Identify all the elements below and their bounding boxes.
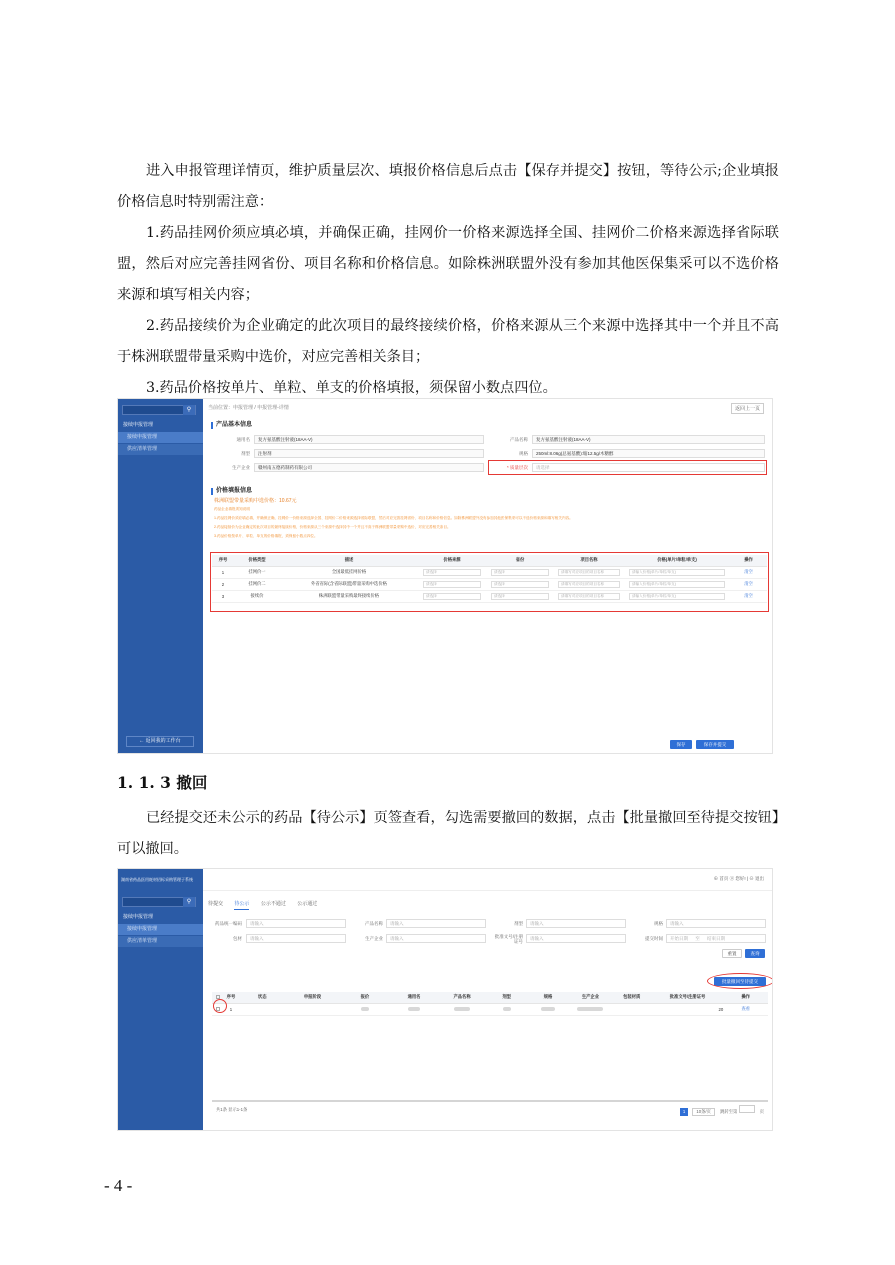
filter-maker-label: 生产企业 [365,936,383,941]
col-no: 序号 [212,555,234,566]
search-icon[interactable]: ⚲ [183,405,195,415]
province-select[interactable]: 请选择 [491,593,549,600]
save-submit-button[interactable]: 保存并提交 [696,740,734,749]
blurred-value [541,1007,555,1011]
sidebar-item-supply[interactable]: 供应清单管理 [118,936,203,947]
tip-3: 3.药品价格按单片、单粒、单支的价格填报，须保留小数点四位。 [214,534,318,538]
col-op: 操作 [730,555,767,566]
row-desc: 株洲联盟带量采购最终接续价格 [280,590,418,602]
col-generic: 通用名 [391,992,438,1003]
quality-level-select[interactable]: 请选择 [532,463,765,472]
row-no: 2 [212,578,234,590]
sidebar [118,399,203,753]
batch-button-highlight [707,973,773,989]
tip-1: 1.药品挂网价须应填必填，并确保正确，挂网价一价格来源选择全国、挂网价二价格来源选择省际联盟，然后对应完善挂网省份、项目名称和价格信息。如除株洲联盟外没有参加其他医保集采可以不选价格来源和填写相关内容。 [214,516,573,520]
row-approval-tail: 20 [652,1003,723,1015]
page-number: - 4 - [104,1176,133,1195]
col-approval: 批准文号/注册证号 [652,992,723,1003]
sidebar-item-declaration[interactable]: 接续申报管理 [118,432,203,443]
row-no: 1 [212,566,234,578]
date-sep: 至 [695,936,700,941]
section-product-title: 产品基本信息 [211,422,252,429]
filter-spec-label: 规格 [654,921,663,926]
start-date[interactable]: 开始日期 [670,936,688,941]
price-table-highlight-frame [210,552,769,612]
blurred-value [454,1007,470,1011]
breadcrumb: 当前位置：申报管理 / 申报管理-详情 [208,405,289,411]
filter-maker-input[interactable]: 请输入 [386,934,486,943]
search-icon[interactable]: ⚲ [183,897,195,907]
province-select[interactable]: 请选择 [491,569,549,576]
form-field: 注射剂 [254,449,484,458]
filter-form-label: 剂型 [514,921,523,926]
col-op: 操作 [723,992,768,1003]
horizontal-scrollbar[interactable] [212,1100,768,1102]
project-input[interactable]: 请填写对应项目的项目名称 [558,581,620,588]
save-button[interactable]: 保存 [670,740,692,749]
spec-field: 250ml:8.06g(总氨基酸):缩12.5g/木糖醇 [532,449,765,458]
jump-label: 跳转至第 [720,1109,738,1114]
end-date[interactable]: 结束日期 [707,936,726,941]
jump-suffix: 页 [759,1109,764,1114]
sidebar-search-input[interactable] [122,405,196,415]
view-link[interactable]: 查看 [723,1003,768,1015]
col-province: 省份 [486,555,554,566]
back-to-workbench-button[interactable]: ← 返回我的工作台 [126,736,194,747]
pending-table-header [212,992,768,1003]
source-select[interactable]: 请选择 [423,593,481,600]
col-status: 状态 [239,992,286,1003]
generic-name-field: 复方氨基酸注射液(18AA-V) [254,435,484,444]
source-select[interactable]: 请选择 [423,569,481,576]
clear-link[interactable]: 清空 [730,578,767,590]
tab-publish-failed[interactable]: 公示不通过 [260,901,286,907]
withdraw-paragraph: 已经提交还未公示的药品【待公示】页签查看，勾选需要撤回的数据，点击【批量撤回至待提交按钮】可以撤回。 [117,810,779,857]
row-type: 挂网价二 [234,578,280,590]
tab-pending-publish[interactable]: 待公示 [234,901,249,910]
form-label: 剂型 [241,451,250,456]
col-form: 剂型 [487,992,527,1003]
product-name-label: 产品名称 [510,437,528,442]
intro-paragraph: 进入申报管理详情页，维护质量层次、填报价格信息后点击【保存并提交】按钮，等待公示;企业填报价格信息时特别需注意： [117,163,779,210]
top-bar [118,869,772,891]
return-link[interactable]: 返回上一页 [731,403,764,414]
sidebar-group[interactable]: 接续申报管理 [123,422,154,428]
col-pack: 包装材质 [612,992,652,1003]
blurred-value [503,1007,511,1011]
blurred-value [361,1007,369,1011]
filter-product-input[interactable]: 请输入 [386,919,486,928]
filter-product-label: 产品名称 [365,921,383,926]
price-input[interactable]: 请输入价格(单片/单粒/单支) [629,569,725,576]
filter-time-label: 提交时间 [645,936,663,941]
quality-highlight-frame [488,460,767,475]
blurred-value [408,1007,420,1011]
batch-withdraw-button[interactable]: 批量撤回至待提交 [714,977,766,986]
sidebar [118,891,203,1130]
row-no: 3 [212,590,234,602]
page-size-select[interactable]: 10条/页 [692,1108,715,1116]
reset-button[interactable]: 重置 [722,949,742,958]
row-type: 挂网价一 [234,566,280,578]
search-button[interactable]: 查询 [745,949,765,958]
province-select[interactable]: 请选择 [491,581,549,588]
col-price: 价格(单片/单粒/单支) [624,555,730,566]
col-quote: 报价 [339,992,390,1003]
table-row [212,1003,768,1015]
filter-spec-input[interactable]: 请输入 [666,919,766,928]
generic-name-label: 通用名 [236,437,250,442]
clear-link[interactable]: 清空 [730,566,767,578]
filter-date-range[interactable] [666,934,766,943]
row-no: 1 [223,1003,239,1015]
tab-pending-submit[interactable]: 待提交 [208,901,224,907]
page-1-button[interactable]: 1 [680,1108,688,1116]
selected-price-text: 株洲联盟带量采购中选价格：10.67元 [214,498,297,504]
row-checkbox-highlight [213,999,227,1013]
blurred-value [577,1007,603,1011]
col-no: 序号 [223,992,239,1003]
filter-form-input[interactable]: 请输入 [526,919,626,928]
status-tabs [208,900,327,907]
spec-label: 规格 [519,451,528,456]
filter-approval-label: 批准文号/注册证号 [494,934,523,944]
note-1-paragraph: 1.药品挂网价须应填必填，并确保正确，挂网价一价格来源选择全国、挂网价二价格来源选择省际联盟，然后对应完善挂网省份、项目名称和价格信息。如除株洲联盟外没有参加其他医保集采可以不选价格来源和填写相关内容； [117,225,779,303]
filter-code-label: 药品统一编码 [215,921,242,926]
sidebar-search-input[interactable] [122,897,196,907]
quality-level-label: * 质量层次 [506,465,528,470]
section-heading: 1. 1. 3 撤回 [117,773,208,792]
price-input[interactable]: 请输入价格(单片/单粒/单支) [629,581,725,588]
project-input[interactable]: 请填写对应项目的项目名称 [558,593,620,600]
system-title: 湖南省药品医用耗材招标采购管理子系统 [118,869,203,891]
tip-2: 2.药品接续价为企业确定的此次项目的最终接续价格，价格来源从三个来源中选择其中一个并且不高于株洲联盟带量采购中选价，对应完善相关条目。 [214,525,451,529]
row-desc: 外省省际(含省际联盟)带量采购中选价格 [280,578,418,590]
col-desc: 描述 [280,555,418,566]
filter-code-input[interactable]: 请输入 [246,919,346,928]
source-select[interactable]: 请选择 [423,581,481,588]
maker-label: 生产企业 [232,465,250,470]
col-source: 价格来源 [418,555,486,566]
sidebar-group[interactable]: 接续申报管理 [123,914,154,920]
pagination [680,1105,764,1116]
maker-field: 赣州南五德药制药有限公司 [254,463,484,472]
filter-pack-input[interactable]: 请输入 [246,934,346,943]
jump-input[interactable] [739,1105,755,1113]
screenshot-pending-list [117,868,773,1131]
row-type: 接续价 [234,590,280,602]
note-2-paragraph: 2.药品接续价为企业确定的此次项目的最终接续价格，价格来源从三个来源中选择其中一个并且不高于株洲联盟带量采购中选价，对应完善相关条目； [117,318,779,365]
screenshot-declaration-detail [117,398,773,754]
sidebar-item-declaration[interactable]: 接续申报管理 [118,924,203,935]
tab-publish-passed[interactable]: 公示通过 [297,901,318,907]
pending-table [212,992,768,1016]
project-input[interactable]: 请填写对应项目的项目名称 [558,569,620,576]
filter-approval-input[interactable]: 请输入 [526,934,626,943]
product-name-field: 复方氨基酸注射液(18AA-V) [532,435,765,444]
col-project: 项目名称 [554,555,624,566]
price-input[interactable]: 请输入价格(单片/单粒/单支) [629,593,725,600]
clear-link[interactable]: 清空 [730,590,767,602]
filter-pack-label: 包材 [233,936,242,941]
total-count: 共1条 显示1-1条 [216,1107,248,1112]
top-user-links[interactable]: ⊕ 首页 ⓤ 您好! | ⊖ 退出 [713,876,764,881]
tips-title: 药品企业填报须知说明 [214,507,250,511]
col-type: 价格类型 [234,555,280,566]
col-maker: 生产企业 [569,992,611,1003]
col-stage: 申报阶段 [286,992,340,1003]
note-3-paragraph: 3.药品价格按单片、单粒、单支的价格填报，须保留小数点四位。 [146,380,557,396]
sidebar-item-supply[interactable]: 供应清单管理 [118,444,203,455]
section-price-title: 价格填报信息 [211,488,252,495]
col-product: 产品名称 [437,992,486,1003]
row-desc: 全国最低挂网价格 [280,566,418,578]
col-spec: 规格 [527,992,569,1003]
